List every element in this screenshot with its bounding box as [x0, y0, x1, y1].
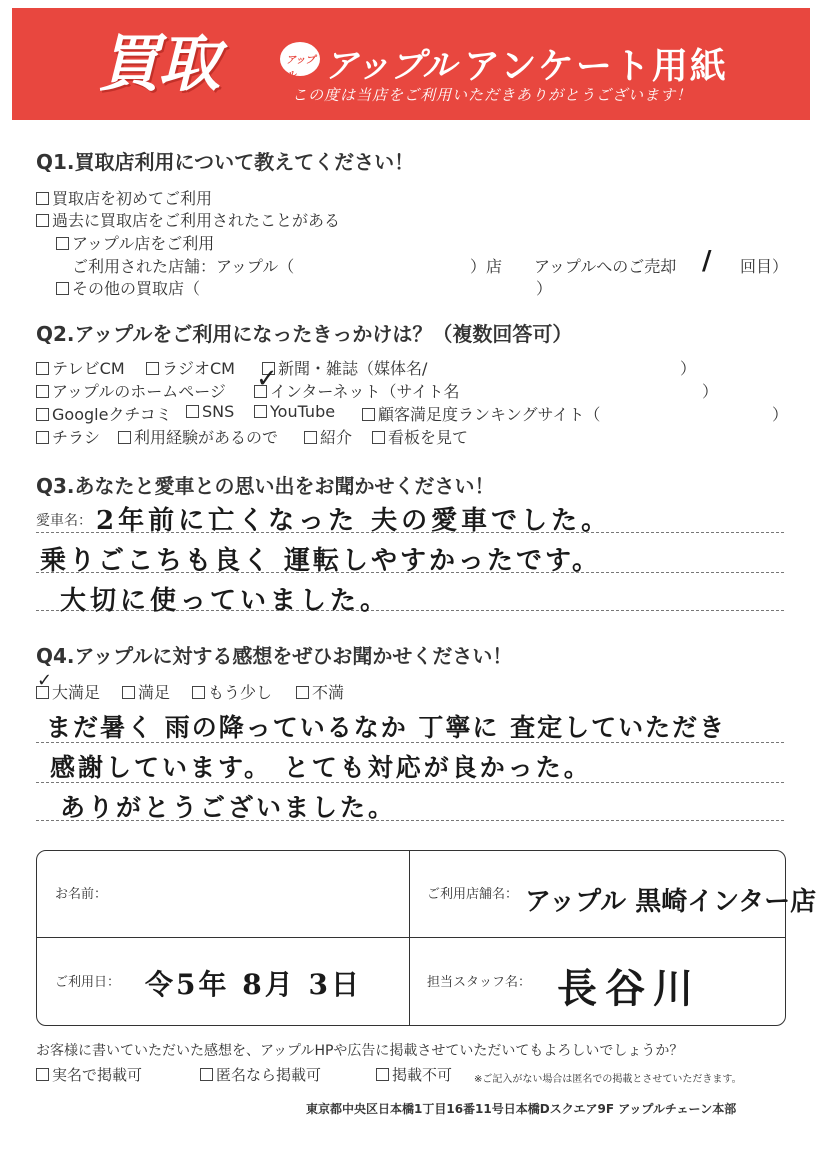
q1-other-close: ）	[536, 279, 553, 298]
checkbox-icon	[192, 686, 205, 699]
staff-label: 担当スタッフ名：	[427, 975, 532, 990]
checkbox-icon	[56, 237, 69, 250]
footer-address: 東京都中央区日本橋1丁目16番11号日本橋Dスクエア9F アップルチェーン本部	[306, 1102, 737, 1116]
date-label: ご利用日：	[55, 975, 121, 990]
brand-name: アップル	[324, 46, 457, 86]
checkbox-icon	[362, 408, 375, 421]
checkbox-icon	[376, 1068, 389, 1081]
checkbox-icon	[36, 408, 49, 421]
q4-answer-line2[interactable]: 感謝しています。 とても対応が良かった。	[50, 753, 592, 782]
q2-youtube[interactable]: YouTube	[254, 402, 335, 421]
q4-answer-line1[interactable]: まだ暑く 雨の降っているなか 丁寧に 査定していただき	[46, 713, 727, 742]
checkbox-icon	[36, 192, 49, 205]
box-horizontal-divider	[37, 937, 785, 938]
checkbox-icon	[36, 362, 49, 375]
q1-sell-label: アップルへのご売却	[534, 257, 677, 276]
box-vertical-divider	[409, 851, 410, 1025]
store-name-value[interactable]: アップル 黒崎インター店	[525, 887, 817, 917]
q2-sns[interactable]: SNS	[186, 402, 234, 421]
q2-experience[interactable]: 利用経験があるので	[118, 425, 278, 448]
q3-answer-line2[interactable]: 乗りごこちも良く 運転しやすかったです。	[40, 546, 601, 576]
customer-info-box	[36, 850, 817, 1026]
q2-close2: ）	[702, 382, 719, 401]
q1-apple-store[interactable]: アップル店をご利用	[56, 231, 214, 254]
q2-close3: ）	[772, 405, 789, 424]
checkbox-icon	[36, 214, 49, 227]
q1-store-suffix: ）店	[470, 257, 503, 276]
q3-answer-line1[interactable]: 2年前に亡くなった 夫の愛車でした。	[96, 506, 612, 536]
checkbox-icon	[200, 1068, 213, 1081]
footer-question: お客様に書いていただいた感想を、アップルHPや広告に掲載させていただいてもよろしいでしょうか？	[36, 1043, 684, 1059]
q1-first-time[interactable]: 買取店を初めてご利用	[36, 186, 212, 209]
apple-logo-icon: アップル	[280, 42, 320, 76]
name-label: お名前：	[55, 887, 108, 902]
form-title: アンケート用紙	[464, 46, 728, 87]
header-banner	[12, 8, 810, 120]
staff-value[interactable]: 長谷川	[557, 965, 701, 1012]
footer-no-publish[interactable]: 掲載不可	[376, 1064, 452, 1085]
checkbox-icon	[186, 405, 199, 418]
q2-close1: ）	[680, 359, 697, 378]
checkbox-icon	[36, 1068, 49, 1081]
q1-past-use[interactable]: 過去に買取店をご利用されたことがある	[36, 208, 340, 231]
q2-newspaper[interactable]: 新聞・雑誌（媒体名/	[262, 356, 427, 379]
checkbox-icon	[372, 431, 385, 444]
q4-title: Q4.アップルに対する感想をぜひお聞かせください！	[36, 644, 513, 668]
checkbox-icon	[304, 431, 317, 444]
checkbox-icon	[36, 385, 49, 398]
q1-title: Q1.買取店利用について教えてください！	[36, 150, 415, 174]
q4-unsatisfied[interactable]: 不満	[296, 680, 344, 703]
store-name-label: ご利用店舗名：	[427, 887, 519, 902]
q2-radiocm[interactable]: ラジオCM	[146, 356, 235, 379]
q2-homepage[interactable]: アップルのホームページ	[36, 379, 226, 402]
checkbox-icon	[296, 686, 309, 699]
q2-ranking[interactable]: 顧客満足度ランキングサイト（	[362, 402, 600, 425]
q4-very-satisfied[interactable]: 大満足	[36, 680, 100, 703]
kaitori-logo: 買取	[98, 27, 219, 100]
q4-little-more[interactable]: もう少し	[192, 680, 272, 703]
q4-answer-line3[interactable]: ありがとうございました。	[60, 793, 397, 822]
footer-note: ※ご記入がない場合は匿名での掲載とさせていただきます。	[474, 1074, 742, 1085]
q3-answer-line3[interactable]: 大切に使っていました。	[60, 586, 391, 616]
q1-store-label: ご利用された店舗：アップル（	[72, 257, 295, 276]
q3-car-label: 愛車名：	[36, 513, 92, 529]
q1-sell-suffix: 回目）	[740, 257, 789, 276]
footer-anonymous[interactable]: 匿名なら掲載可	[200, 1064, 321, 1085]
q3-title: Q3.あなたと愛車との思い出をお聞かせください！	[36, 474, 495, 498]
checkbox-icon	[36, 431, 49, 444]
q2-tvcm[interactable]: テレビCM	[36, 356, 125, 379]
q2-referral[interactable]: 紹介	[304, 425, 352, 448]
checkbox-icon	[254, 405, 267, 418]
q2-internet-check-icon: ✓	[256, 364, 278, 394]
date-value[interactable]: 令5年 8月 3日	[145, 968, 362, 1001]
q1-sell-count[interactable]: /	[702, 246, 712, 276]
checkbox-icon	[118, 431, 131, 444]
q4-satisfied[interactable]: 満足	[122, 680, 170, 703]
q2-title: Q2.アップルをご利用になったきっかけは？（複数回答可）	[36, 322, 573, 346]
q2-internet[interactable]: インターネット（サイト名	[254, 379, 459, 402]
footer-real-name[interactable]: 実名で掲載可	[36, 1064, 142, 1085]
checkbox-icon	[122, 686, 135, 699]
q2-flyer[interactable]: チラシ	[36, 425, 100, 448]
checkbox-icon	[146, 362, 159, 375]
checkbox-icon	[56, 282, 69, 295]
header-subtitle: この度は当店をご利用いただきありがとうございます！	[292, 86, 693, 104]
q4-very-satisfied-check-icon: ✓	[37, 670, 53, 691]
q1-other-store[interactable]: その他の買取店（	[56, 276, 200, 299]
q2-google[interactable]: Googleクチコミ	[36, 402, 172, 425]
q2-signboard[interactable]: 看板を見て	[372, 425, 468, 448]
